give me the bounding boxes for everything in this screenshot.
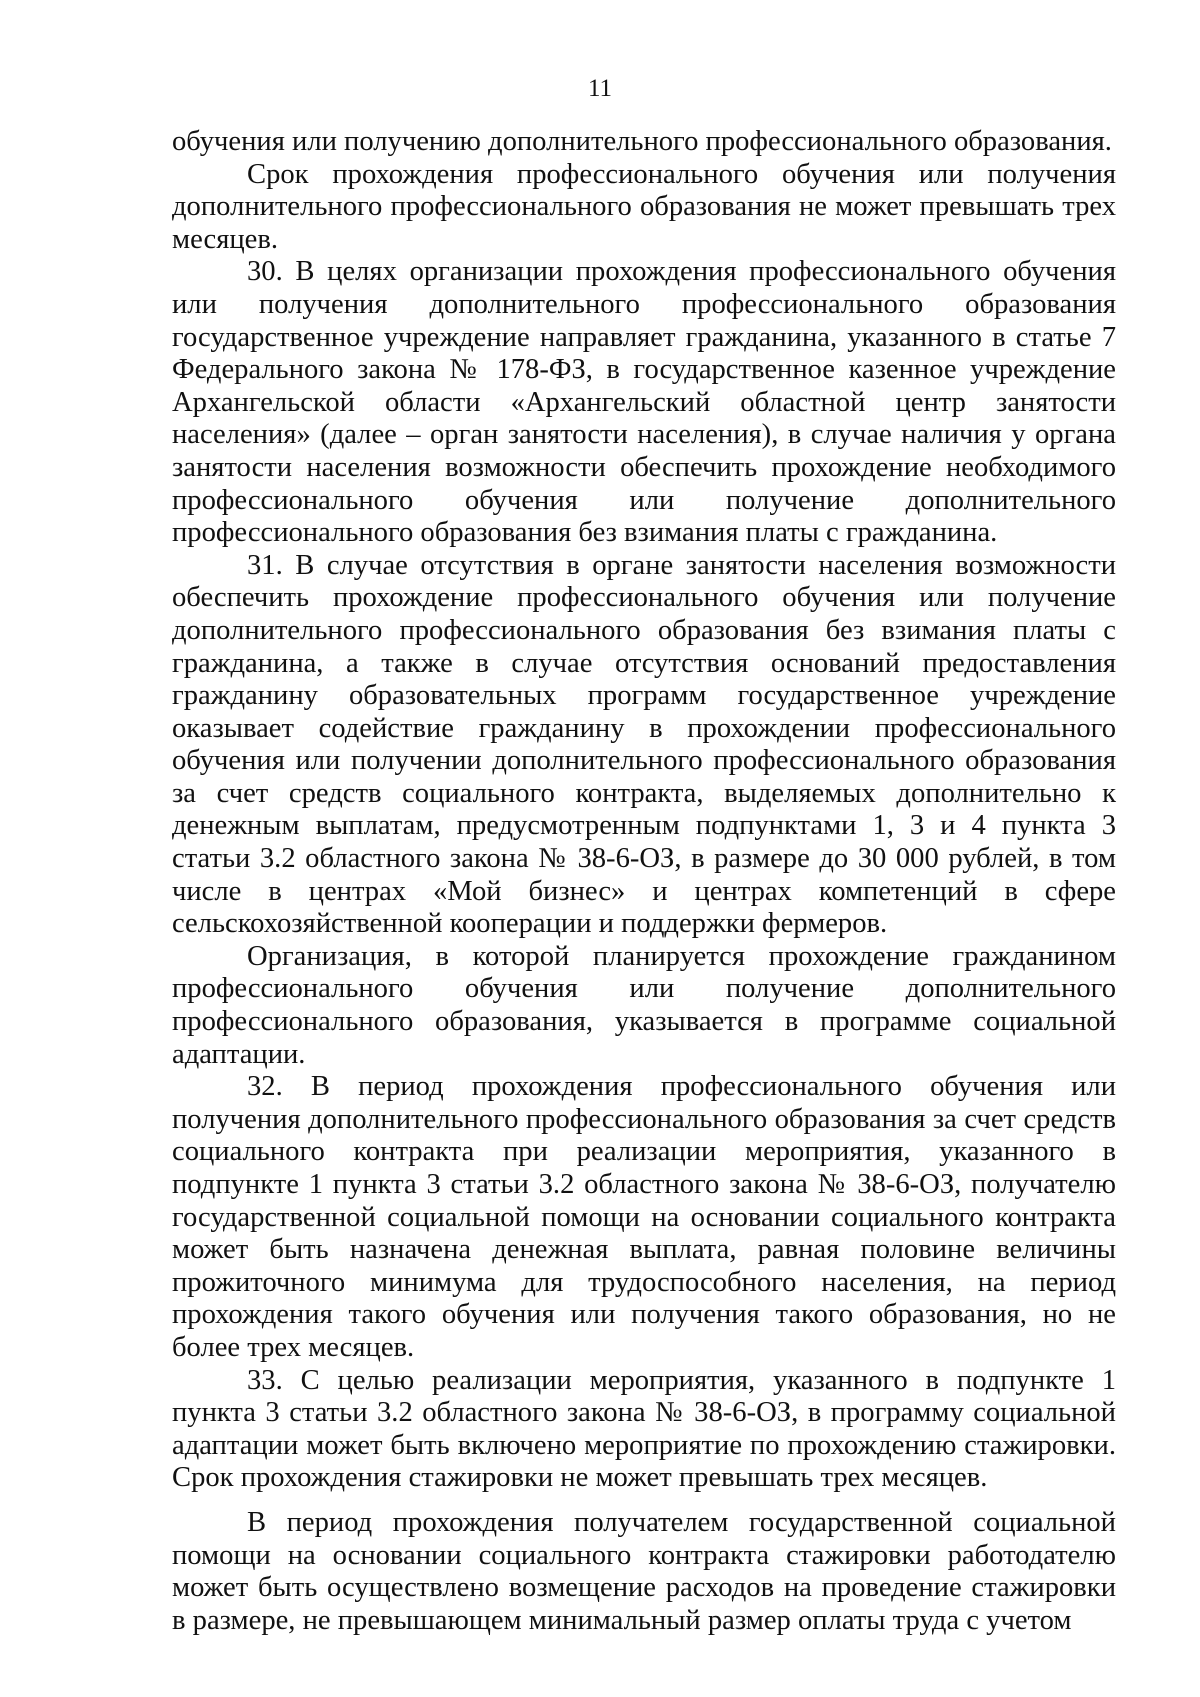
paragraph-31: 31. В случае отсутствия в органе занятости населения возможности обеспечить прохождение профессионального обучения или получение дополнительного профессионального образования без взимания платы с гражданина, а также в случае отсутствия оснований предоставления гражданину образовательных программ государственное учреждение оказывает содействие гражданину в прохождении профессионального обучения или получении дополнительного профессионального образования за счет средств социального контракта, выделяемых дополнительно к денежным выплатам, предусмотренным подпунктами 1, 3 и 4 пункта 3 статьи 3.2 областного закона № 38-6-ОЗ, в размере до 30 000 рублей, в том числе в центрах «Мой бизнес» и центрах компетенций в сфере сельскохозяйственной кооперации и поддержки фермеров. <box>172 549 1116 940</box>
paragraph-internship-compensation: В период прохождения получателем государственной социальной помощи на основании социального контракта стажировки работодателю может быть осуществлено возмещение расходов на проведение стажировки в размере, не превышающем минимальный размер оплаты труда с учетом <box>172 1506 1116 1636</box>
paragraph-organization: Организация, в которой планируется прохождение гражданином профессионального обучения или получение дополнительного профессионального образования, указывается в программе социальной адаптации. <box>172 940 1116 1070</box>
page-number: 11 <box>587 75 613 102</box>
paragraph-32: 32. В период прохождения профессионального обучения или получения дополнительного профессионального образования за счет средств социального контракта при реализации мероприятия, указанного в подпункте 1 пункта 3 статьи 3.2 областного закона № 38-6-ОЗ, получателю государственной социальной помощи на основании социального контракта может быть назначена денежная выплата, равная половине величины прожиточного минимума для трудоспособного населения, на период прохождения такого обучения или получения такого образования, но не более трех месяцев. <box>172 1071 1116 1363</box>
paragraph-30: 30. В целях организации прохождения профессионального обучения или получения дополнительного профессионального образования государственное учреждение направляет гражданина, указанного в статье 7 Федерального закона № 178-ФЗ, в государственное казенное учреждение Архангельской области «Архангельский областной центр занятости населения» (далее – орган занятости населения), в случае наличия у органа занятости населения возможности обеспечить прохождение необходимого профессионального обучения или получение дополнительного профессионального образования без взимания платы с гражданина. <box>172 256 1116 549</box>
document-body <box>172 126 1116 1637</box>
paragraph-training-term: Срок прохождения профессионального обучения или получения дополнительного профессионального образования не может превышать трех месяцев. <box>172 158 1116 255</box>
paragraph-continuation: обучения или получению дополнительного профессионального образования. <box>172 126 1112 157</box>
paragraph-33: 33. С целью реализации мероприятия, указанного в подпункте 1 пункта 3 статьи 3.2 областного закона № 38-6-ОЗ, в программу социальной адаптации может быть включено мероприятие по прохождению стажировки. Срок прохождения стажировки не может превышать трех месяцев. <box>172 1364 1116 1494</box>
